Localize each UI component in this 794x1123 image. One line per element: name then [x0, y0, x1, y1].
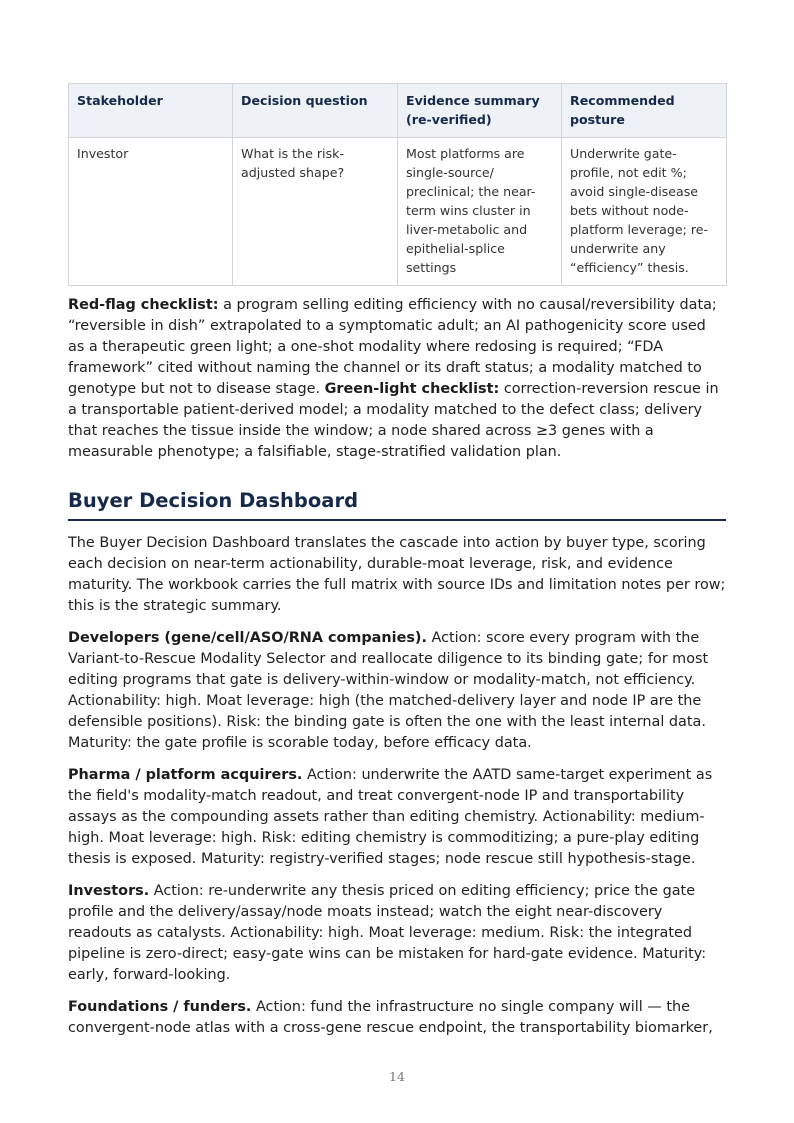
table-header-row: [69, 84, 727, 138]
header-stakeholder: Stakeholder: [69, 84, 233, 138]
header-decision-question: Decision question: [233, 84, 398, 138]
header-recommended-posture: Recommended posture: [562, 84, 727, 138]
buyer-text: Action: score every program with the Variant-to-Rescue Modality Selector and reallocate diligence to its binding gate; for most editing programs that gate is delivery-within-window or modality-match, not efficiency. Actionability: high. Moat leverage: high (the matched-delivery layer and node IP are the defensible positions). Risk: the binding gate is often the one with the least internal data. Maturity: the gate profile is scorable today, before efficacy data.: [68, 630, 709, 751]
red-flag-label: Red-flag checklist:: [68, 297, 219, 313]
green-light-text: correction-reversion rescue in a transportable patient-derived model; a modality matched to the defect class; delivery that reaches the tissue inside the window; a node shared across ≥3 genes with a measurable phenotype; a falsifiable, stage-stratified validation plan.: [68, 381, 719, 460]
green-light-label: Green-light checklist:: [324, 381, 500, 397]
buyer-developers: [68, 628, 726, 754]
page-content: [68, 83, 726, 1039]
red-flag-text: a program selling editing efficiency with no causal/reversibility data; “reversible in dish” extrapolated to a symptomatic adult; an AI pathogenicity score used as a therapeutic green light; a one-shot modality where redosing is required; “FDA framework” cited without naming the channel or its draft status; a modality matched to genotype but not to disease stage.: [68, 297, 717, 397]
buyer-foundations: [68, 997, 726, 1039]
buyer-text: Action: re-underwrite any thesis priced on editing efficiency; price the gate profile and the delivery/assay/node moats instead; watch the eight near-discovery readouts as catalysts. Actionability: high. Moat leverage: medium. Risk: the integrated pipeline is zero-direct; easy-gate wins can be mistaken for hard-gate evidence. Maturity: early, forward-looking.: [68, 883, 707, 983]
header-evidence-summary: Evidence summary (re-verified): [398, 84, 562, 138]
checklist-paragraph: [68, 295, 726, 463]
section-heading: Buyer Decision Dashboard: [68, 489, 726, 521]
buyer-investors: [68, 881, 726, 986]
buyer-label: Pharma / platform acquirers.: [68, 767, 303, 783]
buyer-label: Developers (gene/cell/ASO/RNA companies).: [68, 630, 427, 646]
buyer-label: Foundations / funders.: [68, 999, 252, 1015]
stakeholder-table: [68, 83, 727, 286]
buyer-text: Action: underwrite the AATD same-target experiment as the field's modality-match readout, and treat convergent-node IP and transportability assays as the compounding assets rather than editing chemistry. Actionability: medium-high. Moat leverage: high. Risk: editing chemistry is commoditizing; a pure-play editing thesis is exposed. Maturity: registry-verified stages; node rescue still hypothesis-stage.: [68, 767, 713, 867]
buyer-text: Action: fund the infrastructure no single company will — the convergent-node atlas with a cross-gene rescue endpoint, the transportability biomarker,: [68, 999, 713, 1036]
cell-evidence-summary: Most platforms are single-source/ preclinical; the near-term wins cluster in liver-metabolic and epithelial-splice settings: [398, 138, 562, 286]
buyer-pharma: [68, 765, 726, 870]
buyer-label: Investors.: [68, 883, 150, 899]
table-row: [69, 138, 727, 286]
cell-recommended-posture: Underwrite gate-profile, not edit %; avoid single-disease bets without node-platform leverage; re-underwrite any “efficiency” thesis.: [562, 138, 727, 286]
page-number: 14: [389, 1069, 405, 1084]
section-intro: The Buyer Decision Dashboard translates the cascade into action by buyer type, scoring each decision on near-term actionability, durable-moat leverage, risk, and evidence maturity. The workbook carries the full matrix with source IDs and limitation notes per row; this is the strategic summary.: [68, 535, 726, 614]
cell-decision-question: What is the risk-adjusted shape?: [233, 138, 398, 286]
cell-stakeholder: Investor: [69, 138, 233, 286]
